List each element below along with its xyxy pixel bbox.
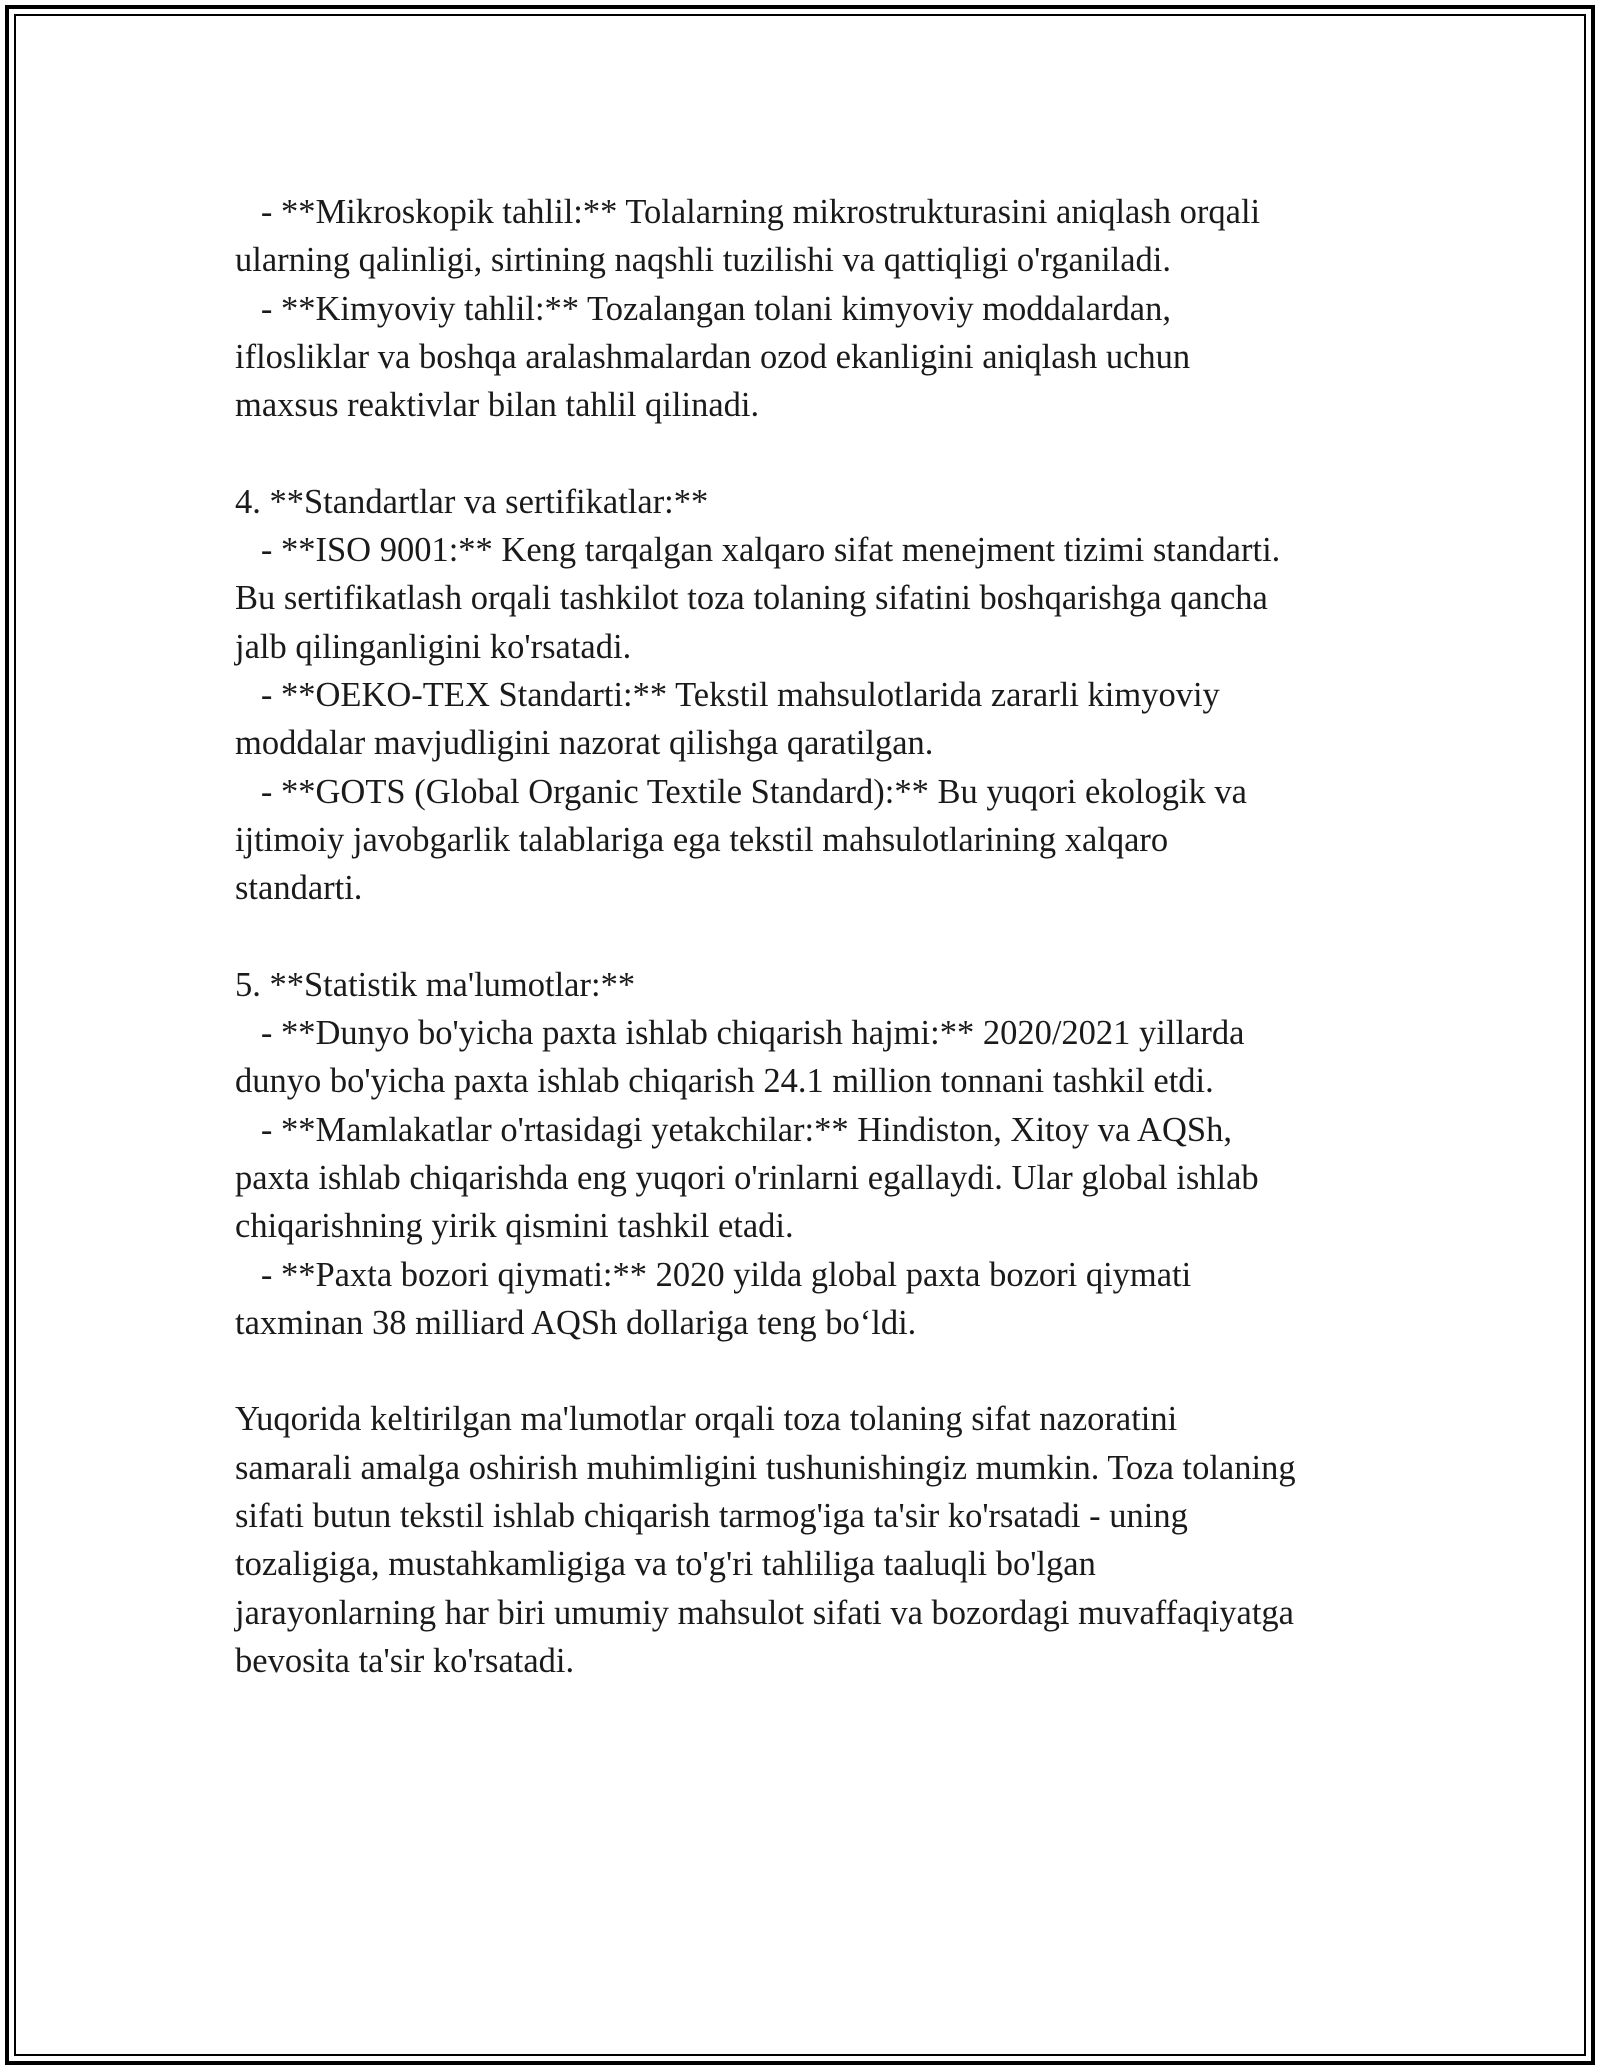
text-line: paxta ishlab chiqarishda eng yuqori o'rinlarni egallaydi. Ular global ishlab (235, 1158, 1259, 1197)
text-line: chiqarishning yirik qismini tashkil etadi. (235, 1207, 794, 1246)
text-line: dunyo bo'yicha paxta ishlab chiqarish 24.1 million tonnani tashkil etdi. (235, 1062, 1214, 1101)
blank-line (235, 1347, 1395, 1395)
text-line: - **ISO 9001:** Keng tarqalgan xalqaro sifat menejment tizimi standarti. (235, 531, 1281, 570)
text-line: ularning qalinligi, sirtining naqshli tuzilishi va qattiqligi o'rganiladi. (235, 241, 1172, 280)
conclusion-line: bevosita ta'sir ko'rsatadi. (235, 1641, 575, 1680)
text-line: iflosliklar va boshqa aralashmalardan ozod ekanligini aniqlash uchun (235, 337, 1191, 376)
text-line: standarti. (235, 869, 363, 908)
text-line: - **Dunyo bo'yicha paxta ishlab chiqarish hajmi:** 2020/2021 yillarda (235, 1014, 1245, 1053)
text-line: Bu sertifikatlash orqali tashkilot toza tolaning sifatini boshqarishga qancha (235, 579, 1268, 618)
conclusion-line: sifati butun tekstil ishlab chiqarish tarmog'iga ta'sir ko'rsatadi - uning (235, 1497, 1188, 1536)
text-line: jalb qilinganligini ko'rsatadi. (235, 627, 632, 666)
text-line: - **Mikroskopik tahlil:** Tolalarning mikrostrukturasini aniqlash orqali (235, 193, 1261, 231)
conclusion-line: jarayonlarning har biri umumiy mahsulot sifati va bozordagi muvaffaqiyatga (235, 1593, 1294, 1632)
text-line: - **Kimyoviy tahlil:** Tozalangan tolani kimyoviy moddalardan, (235, 289, 1171, 328)
text-line: taxminan 38 milliard AQSh dollariga teng bo‘ldi. (235, 1303, 917, 1342)
conclusion-line: samarali amalga oshirish muhimligini tushunishingiz mumkin. Toza tolaning (235, 1448, 1296, 1487)
section-heading: 5. **Statistik ma'lumotlar:** (235, 965, 636, 1004)
text-line: - **Paxta bozori qiymati:** 2020 yilda global paxta bozori qiymati (235, 1255, 1192, 1294)
conclusion-line: tozaligiga, mustahkamligiga va to'g'ri tahliliga taaluqli bo'lgan (235, 1545, 1096, 1584)
text-line: - **Mamlakatlar o'rtasidagi yetakchilar:** Hindiston, Xitoy va AQSh, (235, 1110, 1232, 1149)
conclusion-line: Yuqorida keltirilgan ma'lumotlar orqali toza tolaning sifat nazoratini (235, 1400, 1178, 1439)
text-line: - **GOTS (Global Organic Textile Standard):** Bu yuqori ekologik va (235, 772, 1247, 811)
text-line: - **OEKO-TEX Standarti:** Tekstil mahsulotlarida zararli kimyoviy (235, 675, 1220, 714)
text-line: maxsus reaktivlar bilan tahlil qilinadi. (235, 386, 760, 425)
document-body (235, 188, 1395, 1685)
text-line: ijtimoiy javobgarlik talablariga ega tekstil mahsulotlarining xalqaro (235, 820, 1169, 859)
blank-line (235, 912, 1395, 960)
section-heading: 4. **Standartlar va sertifikatlar:** (235, 482, 709, 521)
text-line: moddalar mavjudligini nazorat qilishga qaratilgan. (235, 724, 934, 763)
blank-line (235, 429, 1395, 477)
